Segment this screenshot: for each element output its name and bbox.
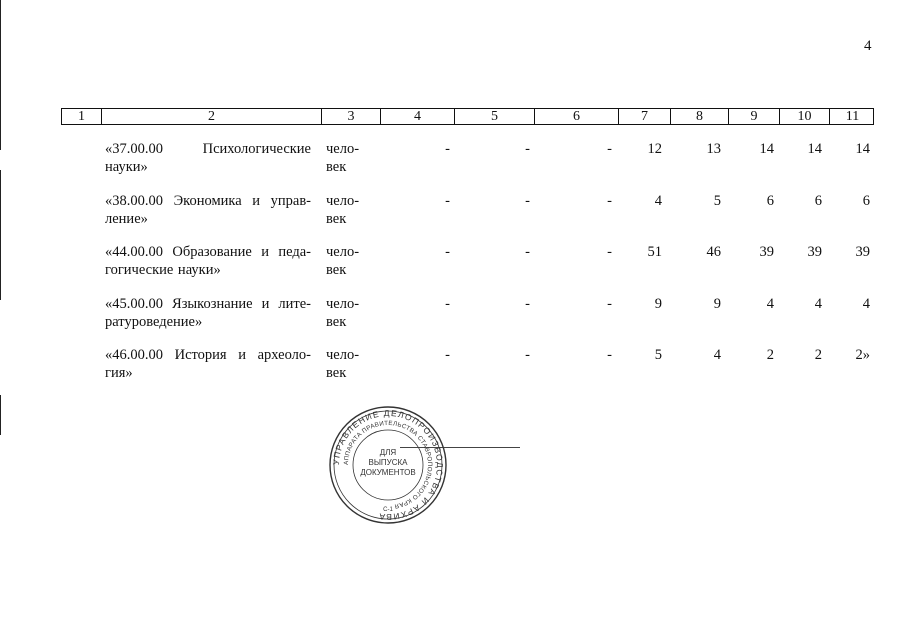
unit-cell: чело- век: [326, 296, 360, 330]
specialty-name: «45.00.00 Языкознание и лите- ратуроведение»: [105, 296, 311, 330]
cell-col4: -: [445, 193, 450, 209]
stamp-center-line: ДЛЯ: [379, 448, 397, 457]
unit-cell: чело- век: [326, 193, 360, 227]
column-header-row: [61, 108, 874, 125]
table-row: [0, 346, 905, 390]
cell-col6: -: [607, 141, 612, 157]
stamp-number: С-1: [383, 507, 393, 513]
cell-col8: 46: [706, 244, 721, 260]
cell-col4: -: [445, 347, 450, 363]
table-row: [0, 192, 905, 236]
stamp-center-line: ДОКУМЕНТОВ: [360, 468, 416, 477]
cell-col7: 51: [647, 244, 662, 260]
cell-col11: 14: [855, 141, 870, 157]
cell-col11: 6: [862, 193, 870, 209]
official-stamp: [328, 405, 448, 525]
cell-col9: 14: [759, 141, 774, 157]
cell-col10: 2: [814, 347, 822, 363]
column-header: 4: [380, 109, 454, 124]
table-row: [0, 243, 905, 287]
unit-cell: чело- век: [326, 244, 360, 278]
cell-col10: 14: [807, 141, 822, 157]
cell-col8: 13: [706, 141, 721, 157]
cell-col9: 39: [759, 244, 774, 260]
table-row: [0, 295, 905, 339]
cell-col6: -: [607, 193, 612, 209]
cell-col11: 39: [855, 244, 870, 260]
cell-col4: -: [445, 296, 450, 312]
column-header: 10: [779, 109, 829, 124]
column-header: 1: [78, 109, 85, 124]
cell-col5: -: [525, 141, 530, 157]
stamp-inner-text: АППАРАТА ПРАВИТЕЛЬСТВА СТАВРОПОЛЬСКОГО КРАЯ: [342, 419, 434, 510]
specialty-name: «38.00.00 Экономика и управ- ление»: [105, 193, 311, 227]
column-header: 2: [101, 109, 321, 124]
cell-col8: 5: [713, 193, 721, 209]
left-edge-line: [0, 0, 1, 150]
cell-col7: 4: [654, 193, 662, 209]
cell-col9: 4: [766, 296, 774, 312]
column-header: 8: [670, 109, 728, 124]
left-edge-line: [0, 395, 1, 435]
specialty-name: «37.00.00 Психологические науки»: [105, 141, 311, 175]
cell-col10: 6: [814, 193, 822, 209]
cell-col11: 4: [862, 296, 870, 312]
cell-col10: 39: [807, 244, 822, 260]
cell-col4: -: [445, 244, 450, 260]
cell-col5: -: [525, 296, 530, 312]
cell-col8: 4: [713, 347, 721, 363]
column-header: 7: [618, 109, 670, 124]
cell-col7: 5: [654, 347, 662, 363]
cell-col5: -: [525, 244, 530, 260]
stamp-outer-text: УПРАВЛЕНИЕ ДЕЛОПРОИЗВОДСТВА И АРХИВА: [330, 407, 446, 523]
cell-col9: 6: [766, 193, 774, 209]
cell-col8: 9: [713, 296, 721, 312]
cell-col9: 2: [766, 347, 774, 363]
column-header: 6: [534, 109, 618, 124]
unit-cell: чело- век: [326, 347, 360, 381]
cell-col10: 4: [814, 296, 822, 312]
cell-col6: -: [607, 244, 612, 260]
specialty-name: «44.00.00 Образование и педа- гогические науки»: [105, 244, 311, 278]
stamp-center-line: ВЫПУСКА: [368, 458, 408, 467]
cell-col7: 9: [654, 296, 662, 312]
column-header: 3: [321, 109, 380, 124]
cell-col11: 2»: [855, 347, 870, 363]
column-header: 11: [829, 109, 875, 124]
column-header: 5: [454, 109, 534, 124]
cell-col7: 12: [647, 141, 662, 157]
cell-col5: -: [525, 347, 530, 363]
cell-col6: -: [607, 296, 612, 312]
cell-col5: -: [525, 193, 530, 209]
page-number: 4: [864, 38, 872, 54]
cell-col6: -: [607, 347, 612, 363]
unit-cell: чело- век: [326, 141, 360, 175]
specialty-name: «46.00.00 История и археоло- гия»: [105, 347, 311, 381]
cell-col4: -: [445, 141, 450, 157]
column-header: 9: [728, 109, 779, 124]
table-row: [0, 140, 905, 184]
